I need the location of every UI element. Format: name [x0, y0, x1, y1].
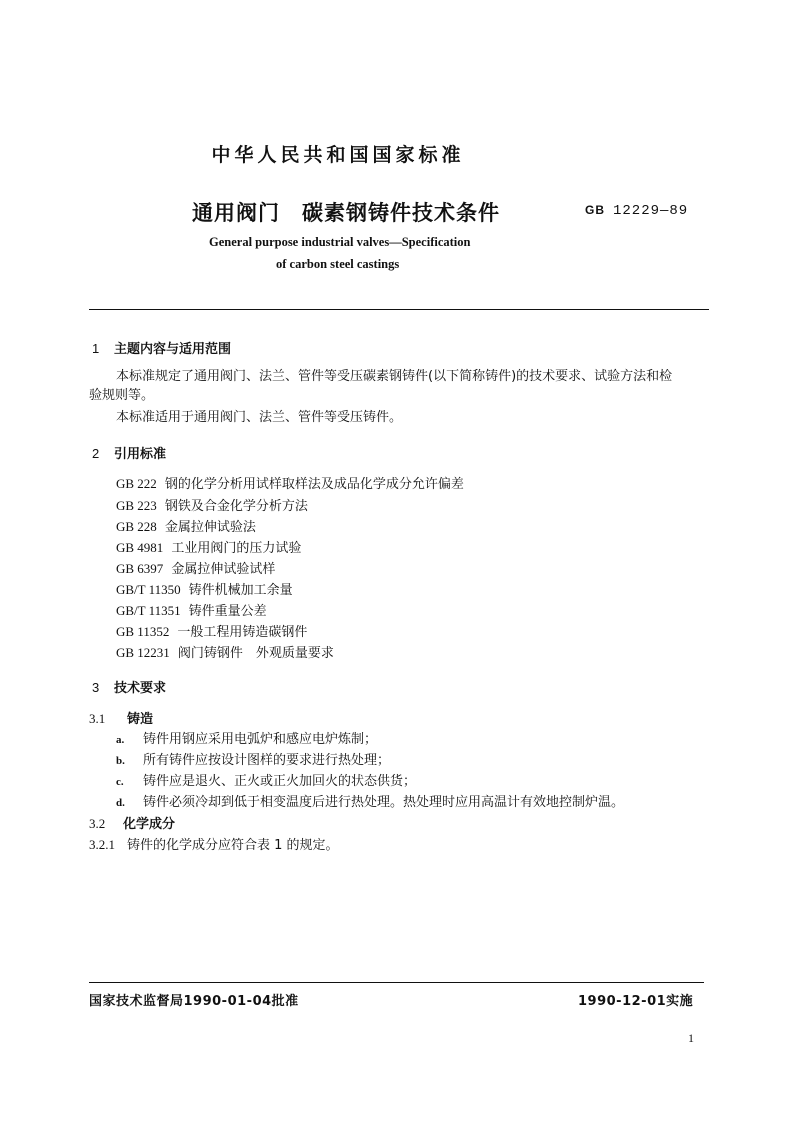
reference-title: 金属拉伸试验试样	[171, 562, 276, 577]
subsection-3-2-number: 3.2	[89, 816, 106, 831]
section-2-heading	[92, 443, 166, 462]
reference-code: GB 12231	[116, 645, 170, 660]
approval-date: 国家技术监督局1990-01-04批准	[89, 994, 299, 1009]
clause-3-2-1-number: 3.2.1	[89, 837, 115, 852]
list-item	[116, 749, 390, 768]
subsection-3-1-heading	[89, 708, 153, 727]
section-1-para2: 本标准适用于通用阀门、法兰、管件等受压铸件。	[116, 410, 403, 425]
section-1-para1-line1: 本标准规定了通用阀门、法兰、管件等受压碳素钢铸件(以下简称铸件)的技术要求、试验方法和检	[116, 369, 673, 384]
reference-code: GB 4981	[116, 540, 164, 555]
reference-title: 阀门铸钢件 外观质量要求	[177, 646, 334, 661]
document-title-en-line2: of carbon steel castings	[276, 257, 400, 271]
footer-divider	[89, 982, 704, 983]
list-item	[116, 770, 416, 789]
reference-item	[116, 558, 275, 577]
subsection-3-2-heading	[89, 813, 175, 832]
reference-title: 铸件重量公差	[188, 604, 267, 619]
reference-item	[116, 516, 256, 535]
page-number: 1	[688, 1031, 694, 1045]
list-item-letter: b.	[116, 755, 125, 767]
reference-code: GB 222	[116, 476, 157, 491]
list-item	[116, 728, 377, 747]
standard-code	[585, 203, 688, 219]
reference-item	[116, 579, 293, 598]
implementation-date: 1990-12-01实施	[578, 994, 694, 1009]
reference-title: 铸件机械加工余量	[188, 583, 293, 598]
reference-code: GB 223	[116, 498, 157, 513]
reference-item	[116, 473, 464, 492]
reference-title: 金属拉伸试验法	[164, 520, 256, 535]
list-item-letter: c.	[116, 776, 124, 788]
list-item-letter: d.	[116, 797, 125, 809]
list-item-text: 铸件必须冷却到低于相变温度后进行热处理。热处理时应用高温计有效地控制炉温。	[143, 795, 625, 810]
section-1-title: 主题内容与适用范围	[114, 342, 232, 357]
reference-title: 钢的化学分析用试样取样法及成品化学成分允许偏差	[164, 477, 464, 492]
clause-3-2-1	[89, 834, 339, 853]
reference-code: GB 11352	[116, 624, 170, 639]
reference-code: GB/T 11350	[116, 582, 181, 597]
reference-item	[116, 600, 267, 619]
list-item-text: 铸件用钢应采用电弧炉和感应电炉炼制；	[143, 732, 378, 747]
section-1-para1-line2: 验规则等。	[89, 388, 155, 403]
section-3-number: 3	[92, 680, 100, 695]
reference-title: 一般工程用铸造碳钢件	[177, 625, 308, 640]
list-item	[116, 791, 624, 810]
standard-code-prefix: GB	[585, 203, 605, 217]
clause-3-2-1-text: 铸件的化学成分应符合表 1 的规定。	[127, 838, 339, 853]
reference-title: 工业用阀门的压力试验	[171, 541, 302, 556]
subsection-3-1-number: 3.1	[89, 711, 106, 726]
header-divider	[89, 309, 709, 310]
subsection-3-2-title: 化学成分	[123, 817, 176, 832]
document-title-cn: 通用阀门 碳素钢铸件技术条件	[192, 201, 500, 225]
document-title-en-line1: General purpose industrial valves—Specification	[209, 235, 471, 249]
standard-code-number: 12229—89	[613, 203, 689, 219]
reference-code: GB 228	[116, 519, 157, 534]
list-item-text: 所有铸件应按设计图样的要求进行热处理；	[143, 753, 391, 768]
reference-item	[116, 495, 308, 514]
subsection-3-1-title: 铸造	[127, 712, 154, 727]
reference-code: GB 6397	[116, 561, 164, 576]
reference-item	[116, 537, 301, 556]
list-item-letter: a.	[116, 734, 125, 746]
reference-item	[116, 642, 334, 661]
reference-title: 钢铁及合金化学分析方法	[164, 499, 308, 514]
section-1-number: 1	[92, 341, 100, 356]
section-1-heading	[92, 338, 231, 357]
reference-item	[116, 621, 307, 640]
list-item-text: 铸件应是退火、正火或正火加回火的状态供货；	[143, 774, 417, 789]
section-3-title: 技术要求	[114, 681, 167, 696]
reference-code: GB/T 11351	[116, 603, 181, 618]
national-standard-heading: 中华人民共和国国家标准	[211, 144, 465, 166]
section-2-number: 2	[92, 446, 100, 461]
section-2-title: 引用标准	[114, 447, 167, 462]
section-3-heading	[92, 677, 166, 696]
